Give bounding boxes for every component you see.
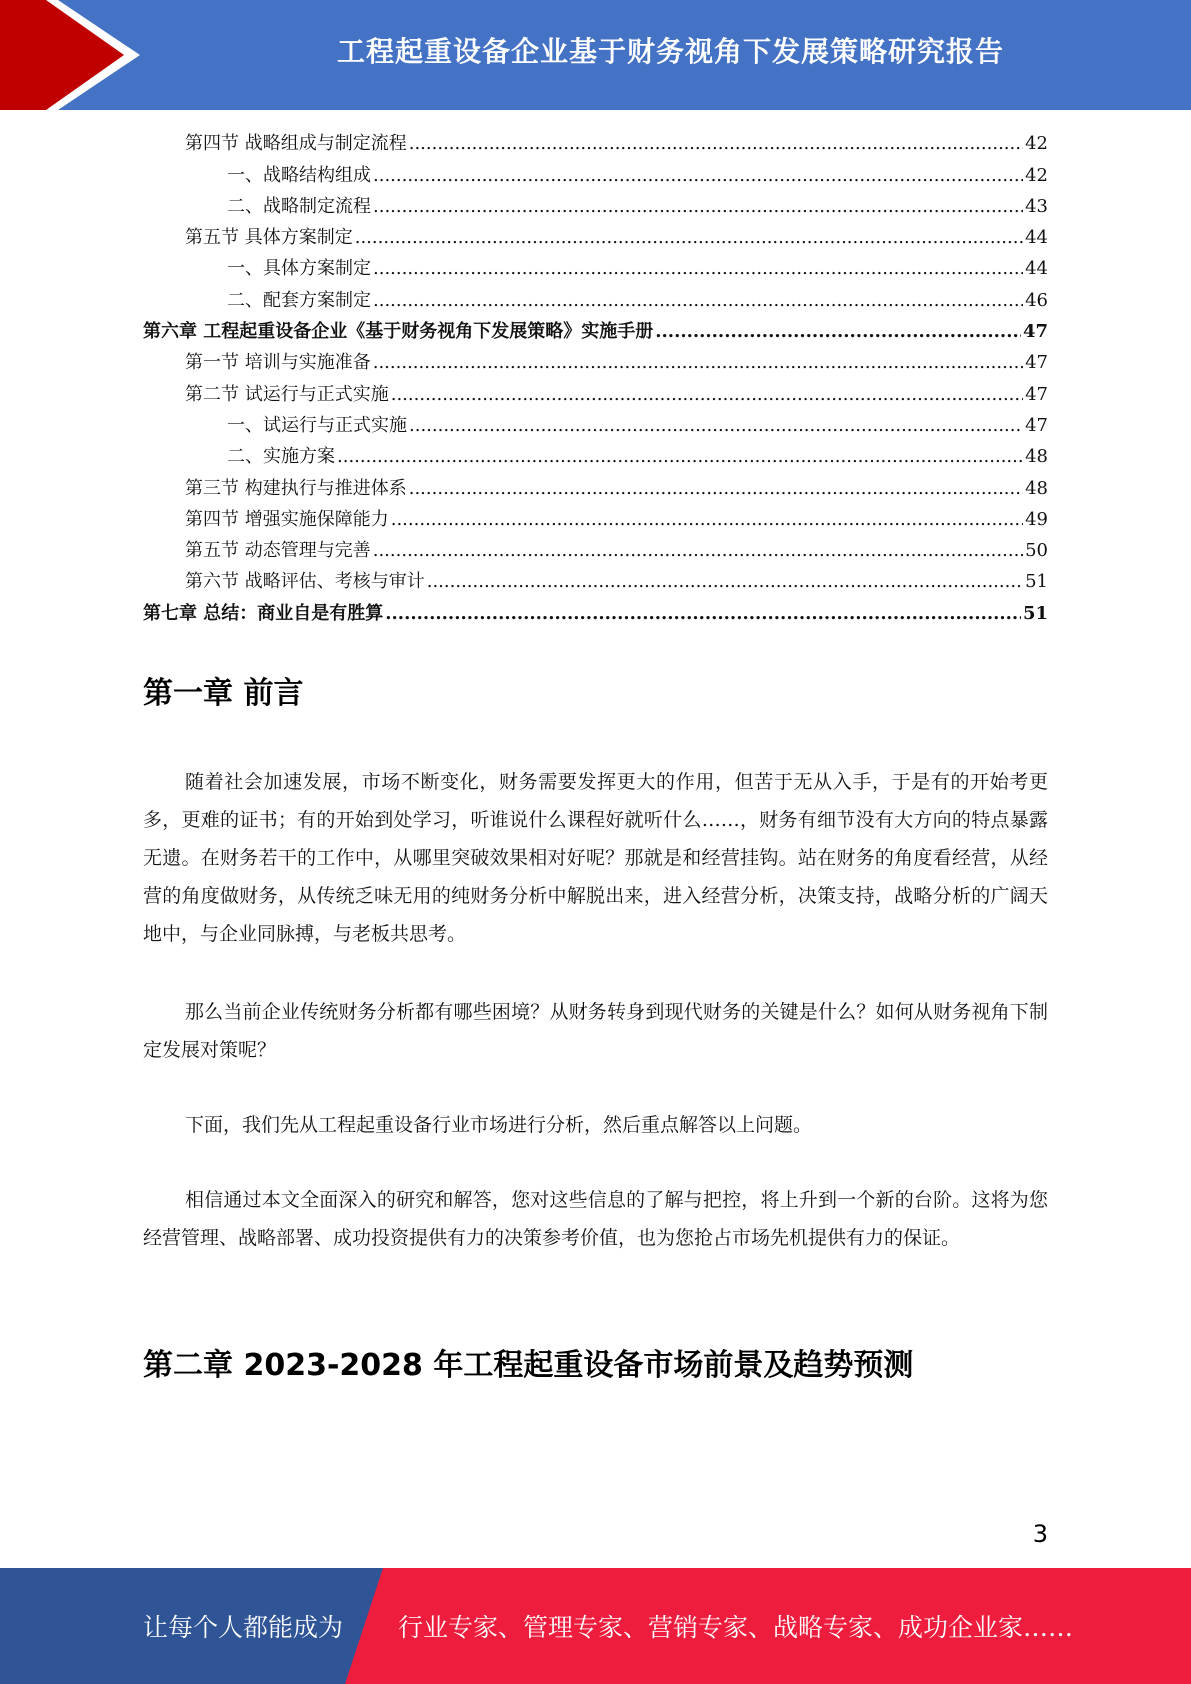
toc-entry-page: 49 — [1025, 508, 1048, 530]
toc-leader-dots — [373, 160, 1023, 191]
toc-leader-dots — [373, 285, 1023, 316]
toc-entry-label: 第六节 战略评估、考核与审计 — [185, 571, 425, 593]
toc-entry-page: 43 — [1025, 195, 1048, 217]
toc-entry[interactable] — [143, 441, 1048, 472]
toc-entry[interactable] — [143, 504, 1048, 535]
toc-entry-label: 第三节 构建执行与推进体系 — [185, 477, 407, 499]
toc-entry[interactable] — [143, 347, 1048, 378]
toc-entry[interactable] — [143, 410, 1048, 441]
toc-entry-page: 47 — [1025, 352, 1048, 374]
toc-leader-dots — [373, 347, 1023, 378]
toc-entry-label: 一、战略结构组成 — [227, 164, 371, 186]
toc-leader-dots — [409, 128, 1023, 159]
toc-entry[interactable] — [143, 316, 1048, 347]
toc-entry-label: 第七章 总结：商业自是有胜算 — [143, 602, 384, 624]
toc-leader-dots — [355, 222, 1023, 253]
toc-entry[interactable] — [143, 191, 1048, 222]
toc-entry-label: 二、实施方案 — [227, 446, 335, 468]
toc-entry[interactable] — [143, 253, 1048, 284]
chapter-1-paragraph-3: 下面，我们先从工程起重设备行业市场进行分析，然后重点解答以上问题。 — [185, 1114, 813, 1136]
toc-entry-label: 第五节 动态管理与完善 — [185, 540, 371, 562]
toc-entry-page: 48 — [1025, 477, 1048, 499]
toc-entry-page: 42 — [1025, 133, 1048, 155]
table-of-contents — [143, 128, 1048, 629]
toc-entry[interactable] — [143, 128, 1048, 159]
toc-entry[interactable] — [143, 472, 1048, 503]
toc-leader-dots — [373, 253, 1023, 284]
page-footer — [0, 1568, 1191, 1684]
toc-entry-page: 48 — [1025, 446, 1048, 468]
toc-leader-dots — [385, 598, 1021, 629]
toc-entry-label: 二、配套方案制定 — [227, 289, 371, 311]
chapter-2-heading: 第二章 2023-2028 年工程起重设备市场前景及趋势预测 — [143, 1348, 914, 1383]
toc-entry-label: 第五节 具体方案制定 — [185, 227, 353, 249]
toc-entry-label: 第四节 战略组成与制定流程 — [185, 133, 407, 155]
toc-entry-label: 一、具体方案制定 — [227, 258, 371, 280]
toc-entry[interactable] — [143, 378, 1048, 409]
toc-entry-page: 44 — [1025, 258, 1048, 280]
toc-leader-dots — [655, 316, 1021, 347]
toc-entry-page: 51 — [1022, 602, 1048, 624]
chapter-1-paragraph-2: 那么当前企业传统财务分析都有哪些困境？从财务转身到现代财务的关键是什么？如何从财务视角下制定发展对策呢？ — [143, 1001, 1048, 1061]
toc-entry-page: 42 — [1025, 164, 1048, 186]
toc-leader-dots — [373, 191, 1023, 222]
page-header — [0, 0, 1191, 110]
toc-entry-page: 47 — [1022, 321, 1048, 343]
toc-leader-dots — [337, 441, 1023, 472]
toc-entry-label: 二、战略制定流程 — [227, 195, 371, 217]
toc-entry-page: 47 — [1025, 383, 1048, 405]
toc-entry-label: 第一节 培训与实施准备 — [185, 352, 371, 374]
header-title: 工程起重设备企业基于财务视角下发展策略研究报告 — [336, 35, 1004, 68]
chapter-1-heading: 第一章 前言 — [143, 676, 304, 711]
toc-entry[interactable] — [143, 597, 1048, 628]
toc-leader-dots — [373, 535, 1023, 566]
toc-entry[interactable] — [143, 566, 1048, 597]
chapter-1-paragraph-4: 相信通过本文全面深入的研究和解答，您对这些信息的了解与把控，将上升到一个新的台阶。这将为您经营管理、战略部署、成功投资提供有力的决策参考价值，也为您抢占市场先机提供有力的保证。 — [143, 1189, 1048, 1249]
toc-entry-page: 51 — [1025, 571, 1048, 593]
toc-leader-dots — [427, 566, 1023, 597]
toc-entry[interactable] — [143, 284, 1048, 315]
toc-entry-label: 第六章 工程起重设备企业《基于财务视角下发展策略》实施手册 — [143, 321, 654, 343]
toc-entry-label: 第二节 试运行与正式实施 — [185, 383, 389, 405]
toc-entry[interactable] — [143, 535, 1048, 566]
footer-slogan-right: 行业专家、管理专家、营销专家、战略专家、成功企业家…… — [398, 1613, 1074, 1642]
toc-entry-label: 第四节 增强实施保障能力 — [185, 508, 389, 530]
toc-entry-page: 50 — [1025, 540, 1048, 562]
toc-entry-label: 一、试运行与正式实施 — [227, 414, 407, 436]
toc-entry-page: 47 — [1025, 414, 1048, 436]
toc-leader-dots — [391, 504, 1023, 535]
toc-entry-page: 46 — [1025, 289, 1048, 311]
header-chevron-icon — [0, 0, 160, 110]
toc-leader-dots — [409, 473, 1023, 504]
toc-entry[interactable] — [143, 222, 1048, 253]
toc-entry-page: 44 — [1025, 227, 1048, 249]
toc-entry[interactable] — [143, 159, 1048, 190]
toc-leader-dots — [391, 379, 1023, 410]
footer-slogan-left: 让每个人都能成为 — [143, 1613, 344, 1642]
chapter-1-paragraph-1: 随着社会加速发展，市场不断变化，财务需要发挥更大的作用，但苦于无从入手，于是有的开始考更多，更难的证书；有的开始到处学习，听谁说什么课程好就听什么……，财务有细节没有大方向的特点暴露无遗。在财务若干的工作中，从哪里突破效果相对好呢？那就是和经营挂钩。站在财务的角度看经营，从经营的角度做财务，从传统乏味无用的纯财务分析中解脱出来，进入经营分析，决策支持，战略分析的广阔天地中，与企业同脉搏，与老板共思考。 — [143, 771, 1048, 945]
toc-leader-dots — [409, 410, 1023, 441]
page-number: 3 — [1032, 1520, 1048, 1548]
